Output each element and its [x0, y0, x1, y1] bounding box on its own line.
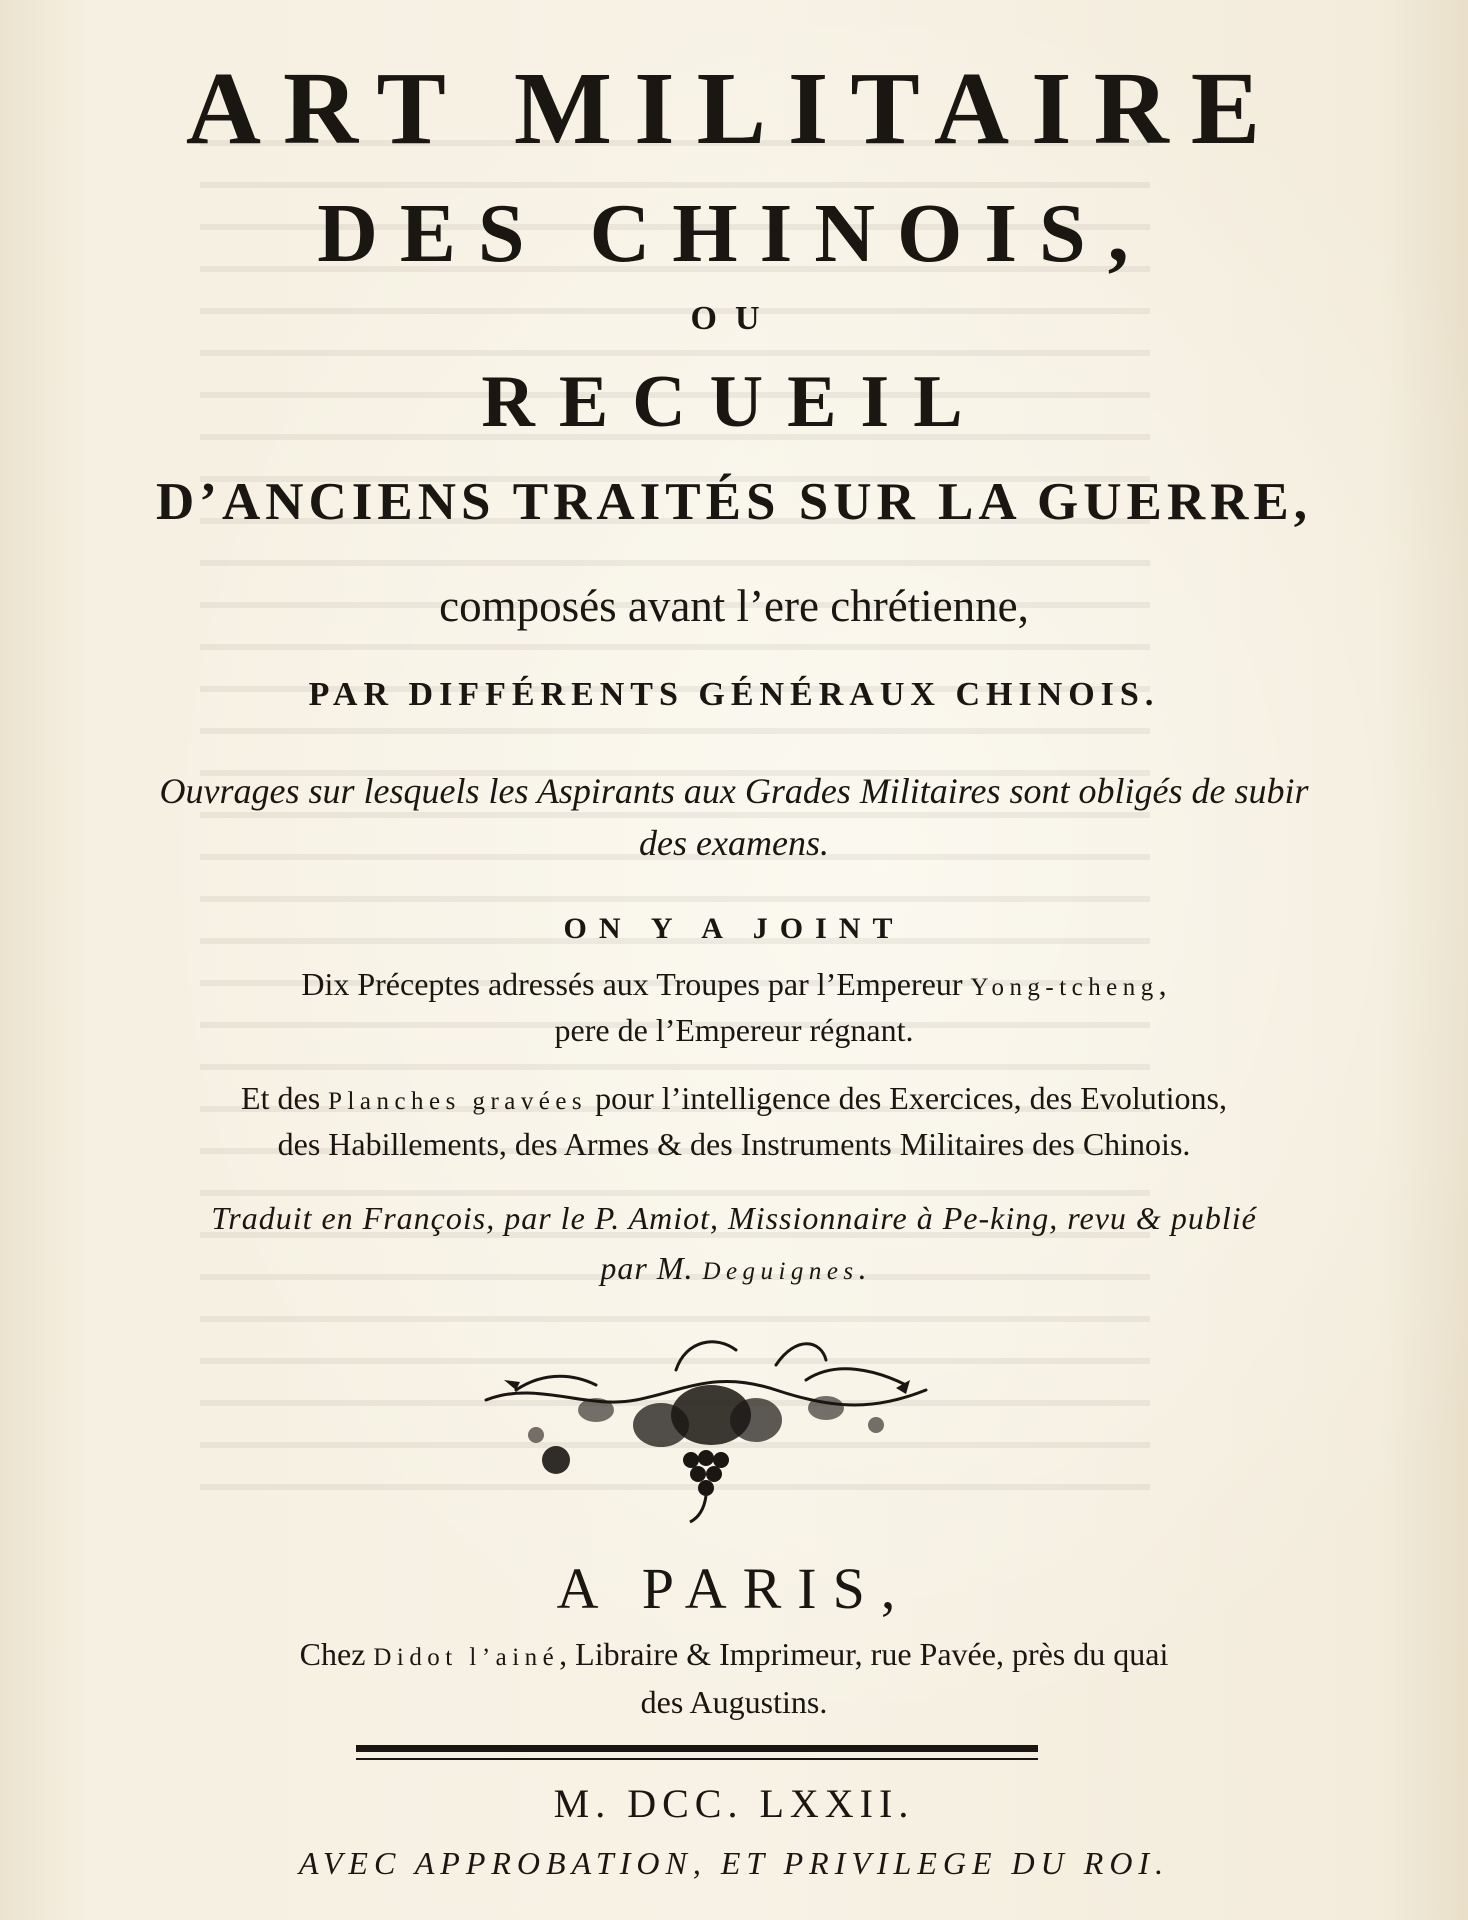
joint-line-4: des Habillements, des Armes & des Instruments Militaires des Chinois. [277, 1126, 1191, 1162]
double-rule-thick [356, 1745, 1038, 1752]
fruit-and-flower-vignette-icon [476, 1330, 936, 1530]
translation-line-2-start: par M. [600, 1250, 703, 1286]
title-line-7: PAR DIFFÉRENTS GÉNÉRAUX CHINOIS. [308, 676, 1160, 713]
joint-line-1 [0, 966, 1468, 1003]
title-line-1: ART MILITAIRE [185, 51, 1283, 166]
joint-heading: ON Y A JOINT [563, 912, 905, 945]
joint-line-2: pere de l’Empereur régnant. [554, 1012, 914, 1048]
title-line-5: D’ANCIENS TRAITÉS SUR LA GUERRE, [156, 473, 1312, 531]
translation-line-2-end: . [858, 1250, 868, 1286]
imprint-line-2: des Augustins. [640, 1684, 828, 1720]
imprint-line-1 [0, 1636, 1468, 1673]
joint-line-1-end: , [1158, 966, 1167, 1002]
joint-line-1-text: Dix Préceptes adressés aux Troupes par l’Empereur [301, 966, 971, 1002]
translation-line-2 [0, 1250, 1468, 1287]
emperor-name: Yong-tcheng [970, 974, 1159, 1001]
editor-name: Deguignes [702, 1258, 859, 1285]
joint-line-3 [0, 1080, 1468, 1117]
joint-line-3-start: Et des [241, 1080, 329, 1116]
planches-gravees: Planches gravées [328, 1088, 588, 1115]
imprint-city: A PARIS, [556, 1556, 912, 1621]
title-line-4: RECUEIL [481, 361, 987, 443]
translation-line-1: Traduit en François, par le P. Amiot, Missionnaire à Pe-king, revu & publié [211, 1200, 1257, 1236]
printer-name: Didot l’ainé [373, 1644, 560, 1671]
imprint-line-1-start: Chez [299, 1636, 374, 1672]
royal-privilege: AVEC APPROBATION, ET PRIVILEGE DU ROI. [298, 1845, 1170, 1881]
title-line-2: DES CHINOIS, [317, 187, 1151, 280]
joint-line-3-end: pour l’intelligence des Exercices, des Evolutions, [587, 1080, 1227, 1116]
title-line-3: OU [690, 300, 778, 337]
subtitle-line-1: Ouvrages sur lesquels les Aspirants aux Grades Militaires sont obligés de subir [159, 771, 1309, 811]
double-rule-thin [356, 1758, 1038, 1760]
publication-year: M. DCC. LXXII. [553, 1781, 915, 1826]
imprint-line-1-end: , Libraire & Imprimeur, rue Pavée, près du quai [559, 1636, 1169, 1672]
title-line-6: composés avant l’ere chrétienne, [439, 581, 1029, 631]
subtitle-line-2: des examens. [639, 823, 829, 863]
